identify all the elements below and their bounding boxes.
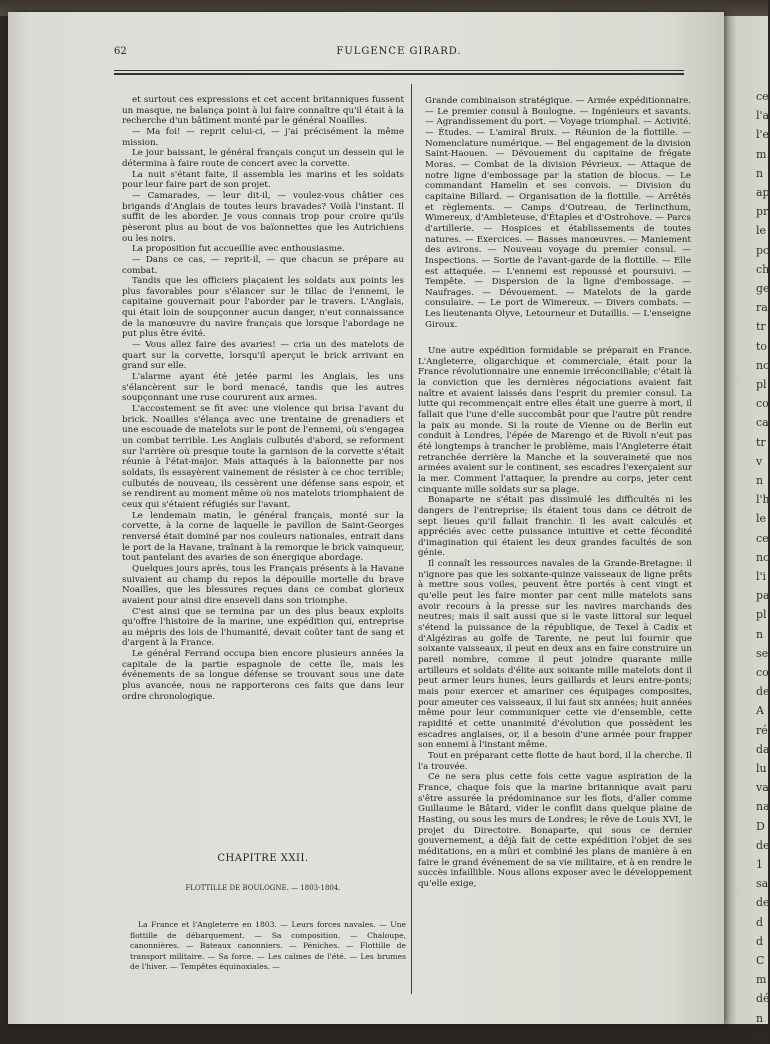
facing-page-fragment: se bbox=[756, 646, 769, 660]
facing-page-fragment: l'a bbox=[756, 109, 770, 123]
chapter-summary-text: La France et l'Angleterre en 1803. — Leurs forces navales. — Une flottille de débarquement. — Sa composition. — Chaloupe, canonnières. — Bateaux canonniers. — Péniches. — Flottille de transport militaire. — Sa force. — Les calmes de l'été. — Les brumes de l'hiver. — Tempêtes équinoxiales. — bbox=[130, 920, 406, 971]
paragraph: — Vous allez faire des avaries! — cria un des matelots de quart sur la corvette, lorsqu'il aperçut le brick arrivant en grand sur elle. bbox=[122, 340, 404, 372]
facing-page-fragment: de bbox=[756, 685, 770, 699]
column-divider bbox=[411, 84, 412, 994]
facing-page-fragment: ca bbox=[756, 416, 769, 430]
paragraph: — Dans ce cas, — reprit-il, — que chacun se prépare au combat. bbox=[122, 254, 404, 276]
facing-page-fragment: n bbox=[756, 1011, 764, 1025]
facing-page-fragment: ce bbox=[756, 531, 769, 545]
facing-page-fragment: co bbox=[756, 397, 769, 411]
facing-page-fragment: l'i bbox=[756, 570, 767, 583]
facing-page-fragment: ré bbox=[756, 723, 768, 737]
facing-page-fragment: vi bbox=[756, 1030, 766, 1044]
facing-page-fragment: lu bbox=[756, 762, 767, 775]
paragraph: Ce ne sera plus cette fois cette vague aspiration de la France, chaque fois que la marine britannique avait paru s'être assurée la prédominance sur les flots, d'aller comme Guillaume le Bâtard, vider le conflit dans quelque plaine de Hasting, ou sous les murs de Londres; le rêve de Louis XVI, le projet du Directoire. Bonaparte, qui sous ce dernier gouvernement, a déjà fait de cette expédition l'objet de ses méditations, en a mûri et combiné les plans de manière à en faire le grand événement de sa vie militaire, et à en rendre le succès infaillible. Nous allons exposer avec le développement qu'elle exige, bbox=[418, 772, 692, 889]
facing-page-fragment: tr bbox=[756, 435, 766, 449]
facing-page-fragment: da bbox=[756, 742, 770, 756]
facing-page bbox=[724, 16, 770, 1044]
paragraph: Tandis que les officiers plaçaient les soldats aux points les plus favorables pour s'élancer sur le tillac de l'ennemi, le capitaine gouvernait pour l'aborder par le travers. L'Anglais, qui était loin de soupçonner aucun danger, n'eut connaissance de la manœuvre du navire français que lorsque l'abordage ne put plus être évité. bbox=[122, 276, 404, 340]
facing-page-fragment: ra bbox=[756, 301, 768, 315]
facing-page-fragment: m bbox=[756, 973, 767, 987]
right-summary-column bbox=[425, 96, 691, 330]
facing-page-fragment: d bbox=[756, 934, 764, 948]
left-column bbox=[122, 95, 404, 825]
header-rule-thick bbox=[114, 73, 684, 75]
paragraph: Le jour baissant, le général français conçut un dessein qui le détermina à faire route de concert avec la corvette. bbox=[122, 148, 404, 169]
paragraph: La proposition fut accueillie avec enthousiasme. bbox=[132, 244, 345, 255]
paragraph: et surtout ces expressions et cet accent britanniques fussent un masque, ne balança point à lui faire connaître qu'il était à la recherche d'un bâtiment monté par le général Noailles. bbox=[122, 95, 404, 127]
paragraph: Il connaît les ressources navales de la Grande-Bretagne: il n'ignore pas que les soixante-quinze vaisseaux de ligne prêts à mettre sous voiles, peuvent être portés à cent vingt et qu'elle peut les faire monter par cent mille matelots sans avoir recours à la presse sur les navires marchands des neutres; mais il sait aussi que si le vaste littoral sur lequel s'étend la puissance de la république, de Texel à Cadix et d'Algéziras au golfe de Tarente, ne peut lui fournir que soixante vaisseaux, il peut en deux ans en faire construire un pareil nombre, comme il peut joindre quarante mille artilleurs et soldats d'élite aux soixante mille matelots dont il peut armer leurs hunes, leurs gaillards et leurs entre-ponts; mais pour exercer et amariner ces équipages composites, pour ameuter ces vaisseaux, il lui faut six années; huit années même pour leur communiquer cette vie d'ensemble, cette rapidité et cette unanimité d'évolution que possèdent les escadres anglaises, or, il a besoin d'une armée pour frapper son ennemi à l'instant même. bbox=[418, 559, 692, 751]
facing-page-fragment: sa bbox=[756, 877, 769, 891]
facing-page-fragment: ce bbox=[756, 90, 769, 103]
facing-page-fragment: de bbox=[756, 838, 770, 852]
facing-page-fragment: C bbox=[756, 954, 765, 967]
paragraph: — Ma foi! — reprit celui-ci, — j'ai précisément la même mission. bbox=[122, 126, 404, 148]
running-title: FULGENCE GIRARD. bbox=[336, 46, 462, 57]
right-column bbox=[418, 346, 692, 976]
page-header bbox=[114, 46, 684, 60]
facing-page-fragment: pa bbox=[756, 589, 770, 603]
facing-page-fragment: ap bbox=[756, 186, 770, 199]
paragraph: Bonaparte ne s'était pas dissimulé les difficultés ni les dangers de l'entreprise; ils étaient tous dans ce détroit de sept lieues qu'il fallait franchir. Il les avait calculés et appréciés avec cette puissance intuitive et cette fécondité d'imagination qui étaient les deux grandes facultés de son génie. bbox=[418, 495, 692, 559]
facing-page-fragment: na bbox=[756, 800, 770, 814]
facing-page-fragment: tr bbox=[756, 320, 766, 334]
facing-page-fragment: ch bbox=[756, 262, 770, 276]
paragraph: Tout en préparant cette flotte de haut bord, il la cherche. Il l'a trouvée. bbox=[418, 750, 692, 772]
facing-page-fragment: no bbox=[756, 550, 770, 564]
paragraph: — Camarades, — leur dit-il, — voulez-vous châtier ces brigands d'Anglais de toutes leurs bravades? Voilà l'instant. Il suffit de les aborder. Je vous connais trop pour croire qu'ils pèseront plus au bout de vos baïonnettes que les Autrichiens ou les noirs. bbox=[122, 190, 404, 244]
chapter-title: CHAPITRE XXII. bbox=[217, 853, 309, 864]
facing-page-fragment: pr bbox=[756, 205, 769, 219]
paragraph: La nuit s'étant faite, il assembla les marins et les soldats pour leur faire part de son projet. bbox=[122, 169, 404, 191]
facing-page-fragment: ge bbox=[756, 282, 770, 295]
facing-page-fragment: D bbox=[756, 819, 765, 833]
facing-page-fragment: n bbox=[756, 627, 764, 641]
paragraph: Le lendemain matin, le général français, monté sur la corvette, à la corne de laquelle le pavillon de Saint-Georges renversé était dominé par nos couleurs nationales, entrait dans le port de la Havane, traînant à la remorque le brick vainqueur, tout pantelant des avaries de son énergique abordage. bbox=[122, 510, 404, 564]
facing-page-fragment: m bbox=[756, 147, 767, 161]
chapter-summary bbox=[130, 920, 406, 980]
page-number: 62 bbox=[114, 46, 127, 57]
facing-page-fragment: de bbox=[756, 896, 770, 910]
right-summary-text: Grande combinaison stratégique. — Armée expéditionnaire. — Le premier consul à Boulogne. — Ingénieurs et savants. — Agrandissement du port. — Voyage triomphal. — Activité. — Études. — L'amiral Bruix. — Réunion de la flottille. — Nomenclature numérique. — Bel engagement de la division Saint-Haouen. — Dévouement du capitaine de frégate Moras. — Combat de la division Pévrieux. — Attaque de notre ligne d'embossage par la station de blocus. — Le commandant Hamelin et ses convois. — Division du capitaine Billard. — Organisation de la flottille. — Arrêtés et règlements. — Camps d'Outreau, de Terlincthum, Wimereux, d'Ambleteuse, d'Étaples et d'Ostrohove. — Parcs d'artillerie. — Hospices et établissements de toutes natures. — Exercices. — Basses manœuvres. — Maniement des avirons. — Nouveau voyage du premier consul. — Inspections. — Sortie de l'avant-garde de la flottille. — Elle est attaquée. — L'ennemi est repoussé et poursuivi. — Tempête. — Dispersion de la ligne d'embossage. — Naufrages. — Dévouement. — Matelots de la garde consulaire. — Le port de Wimereux. — Divers combats. — Les lieutenants Olyve, Letourneur et Dutaillis. — L'enseigne Giroux. bbox=[425, 96, 691, 330]
facing-page-fragment: pl bbox=[756, 378, 767, 391]
facing-page-fragment: d bbox=[756, 915, 764, 929]
paragraph: Quelques jours après, tous les Français présents à la Havane suivaient au champ du repos la dépouille mortelle du brave Noailles, que les blessures reçues dans ce combat glorieux avaient pour ainsi dire enseveli dans son triomphe. bbox=[122, 563, 404, 606]
facing-page-fragment: n bbox=[756, 166, 764, 180]
facing-page-fragment: le bbox=[756, 512, 767, 526]
facing-page-fragment: A bbox=[756, 704, 764, 718]
facing-page-fragment: pc bbox=[756, 243, 770, 257]
facing-page-fragment: n bbox=[756, 474, 764, 487]
paragraph: Le général Ferrand occupa bien encore plusieurs années la capitale de la partie espagnole de cette île, mais les événements de sa longue défense se trouvant sous une date plus avancée, nous ne rapporterons ces faits que dans leur ordre chronologique. bbox=[122, 649, 404, 702]
paragraph: L'accostement se fit avec une violence qui brisa l'avant du brick. Noailles s'élança avec une trentaine de grenadiers et une escouade de matelots sur le pont de l'ennemi, où s'engagea un combat terrible. Les Anglais culbutés d'abord, se reforment sur l'arrière où presque toute la garnison de la corvette s'était réunie à l'état-major. Mais attaqués à la baïonnette par nos soldats, ils essayèrent vainement de résister à ce choc terrible; culbutés de nouveau, ils cessèrent une défense sans espoir, et se rendirent au moment même où nos matelots triomphaient de ceux qui s'étaient réfugiés sur l'avant. bbox=[122, 404, 404, 510]
facing-page-fragment: to bbox=[756, 339, 768, 353]
header-rule-thin bbox=[114, 70, 684, 71]
chapter-subtitle: FLOTTILLE DE BOULOGNE. — 1803-1804. bbox=[185, 884, 341, 892]
facing-page-fragment: co bbox=[756, 666, 769, 679]
facing-page-fragment: l'e bbox=[756, 128, 770, 142]
facing-page-fragment: 1 bbox=[756, 858, 763, 871]
facing-page-fragment: l'h bbox=[756, 493, 770, 507]
facing-page-fragment: le bbox=[756, 224, 767, 238]
facing-page-fragment: dé bbox=[756, 992, 770, 1006]
facing-page-fragment: v bbox=[756, 454, 763, 468]
paragraph: L'alarme ayant été jetée parmi les Anglais, les uns s'élancèrent sur le bord menacé, tandis que les autres soupçonnant une ruse coururent aux armes. bbox=[122, 372, 404, 404]
facing-page-fragment: va bbox=[756, 781, 769, 795]
facing-page-fragment: no bbox=[756, 358, 770, 372]
facing-page-fragment: pl bbox=[756, 608, 767, 622]
paragraph: C'est ainsi que se termina par un des plus beaux exploits qu'offre l'histoire de la marine, une expédition qui, entreprise au mépris des lois de l'humanité, devait coûter tant de sang et d'argent à la France. bbox=[122, 606, 404, 649]
paragraph: Une autre expédition formidable se préparait en France. L'Angleterre, oligarchique et commerciale, était pour la France révolutionnaire une ennemie irréconciliable; c'était là la conviction que les dernières négociations avaient fait naître et avaient laissés dans l'esprit du premier consul. La lutte qui recommençait entre elles était une guerre à mort, il fallait que l'une d'elle succombât pour que l'autre pût rendre la paix au monde. Si la route de Vienne ou de Berlin eut conduit à Londres, l'épée de Marengo et de Rivoli n'eut pas été longtemps à trancher le problème, mais l'Angleterre était retranchée derrière la Manche et la souveraineté que nos armées avaient sur le continent, ses escadres l'exerçaient sur la mer. Comment l'attaquer, la prendre au corps, jeter cent cinquante mille soldats sur sa plage. bbox=[418, 346, 692, 495]
